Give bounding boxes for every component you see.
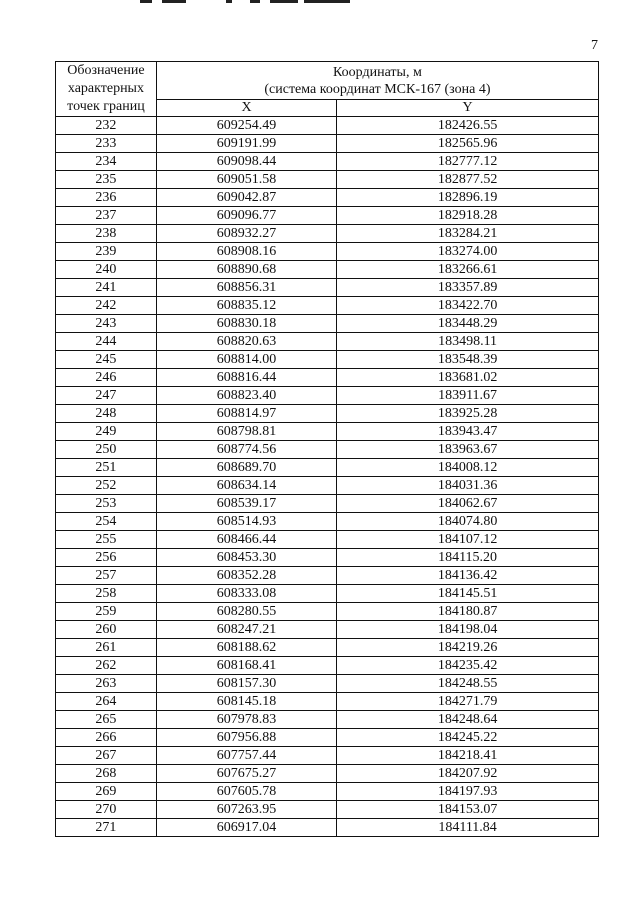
point-number-cell: 244 <box>56 333 157 351</box>
y-coordinate-cell: 183266.61 <box>337 261 599 279</box>
top-scan-artifact <box>140 0 355 4</box>
y-coordinate-cell: 184153.07 <box>337 801 599 819</box>
y-coordinate-cell: 183448.29 <box>337 315 599 333</box>
table-row <box>56 801 599 819</box>
x-coordinate-cell: 609098.44 <box>156 153 336 171</box>
coordinates-table <box>55 61 599 837</box>
x-coordinate-cell: 608932.27 <box>156 225 336 243</box>
table-body <box>56 117 599 837</box>
point-number-cell: 245 <box>56 351 157 369</box>
point-number-cell: 246 <box>56 369 157 387</box>
point-number-cell: 261 <box>56 639 157 657</box>
point-number-cell: 253 <box>56 495 157 513</box>
table-row <box>56 639 599 657</box>
y-coordinate-cell: 184008.12 <box>337 459 599 477</box>
point-number-cell: 262 <box>56 657 157 675</box>
point-number-cell: 250 <box>56 441 157 459</box>
point-number-cell: 254 <box>56 513 157 531</box>
x-coordinate-cell: 608689.70 <box>156 459 336 477</box>
point-number-cell: 256 <box>56 549 157 567</box>
x-coordinate-cell: 608835.12 <box>156 297 336 315</box>
y-coordinate-cell: 183911.67 <box>337 387 599 405</box>
x-coordinate-cell: 608157.30 <box>156 675 336 693</box>
y-coordinate-cell: 183925.28 <box>337 405 599 423</box>
x-coordinate-cell: 608145.18 <box>156 693 336 711</box>
table-row <box>56 369 599 387</box>
table-row <box>56 531 599 549</box>
table-row <box>56 513 599 531</box>
table-row <box>56 675 599 693</box>
point-number-cell: 267 <box>56 747 157 765</box>
y-coordinate-cell: 183548.39 <box>337 351 599 369</box>
y-coordinate-cell: 184235.42 <box>337 657 599 675</box>
x-coordinate-cell: 608466.44 <box>156 531 336 549</box>
table-row <box>56 747 599 765</box>
x-coordinate-cell: 608798.81 <box>156 423 336 441</box>
point-designation-header: Обозначение характерных точек границ <box>56 62 157 117</box>
x-coordinate-cell: 608823.40 <box>156 387 336 405</box>
point-number-cell: 266 <box>56 729 157 747</box>
point-number-cell: 251 <box>56 459 157 477</box>
y-coordinate-cell: 184248.55 <box>337 675 599 693</box>
point-number-cell: 259 <box>56 603 157 621</box>
y-coordinate-cell: 183943.47 <box>337 423 599 441</box>
x-coordinate-cell: 609096.77 <box>156 207 336 225</box>
y-coordinate-cell: 183284.21 <box>337 225 599 243</box>
y-coordinate-cell: 183498.11 <box>337 333 599 351</box>
y-coordinate-cell: 184207.92 <box>337 765 599 783</box>
table-row <box>56 729 599 747</box>
point-number-cell: 237 <box>56 207 157 225</box>
y-column-header: Y <box>337 100 599 117</box>
table-row <box>56 657 599 675</box>
y-coordinate-cell: 182777.12 <box>337 153 599 171</box>
x-coordinate-cell: 607978.83 <box>156 711 336 729</box>
x-coordinate-cell: 607263.95 <box>156 801 336 819</box>
table-row <box>56 405 599 423</box>
point-number-cell: 271 <box>56 819 157 837</box>
point-number-cell: 269 <box>56 783 157 801</box>
x-coordinate-cell: 608856.31 <box>156 279 336 297</box>
table-row <box>56 459 599 477</box>
point-number-cell: 239 <box>56 243 157 261</box>
y-coordinate-cell: 182918.28 <box>337 207 599 225</box>
x-coordinate-cell: 609191.99 <box>156 135 336 153</box>
x-coordinate-cell: 608908.16 <box>156 243 336 261</box>
y-coordinate-cell: 184074.80 <box>337 513 599 531</box>
y-coordinate-cell: 184031.36 <box>337 477 599 495</box>
table-row <box>56 297 599 315</box>
table-row <box>56 549 599 567</box>
x-coordinate-cell: 608820.63 <box>156 333 336 351</box>
table-row <box>56 621 599 639</box>
table-row <box>56 495 599 513</box>
point-number-cell: 260 <box>56 621 157 639</box>
x-coordinate-cell: 608634.14 <box>156 477 336 495</box>
table-row <box>56 225 599 243</box>
table-row <box>56 819 599 837</box>
x-coordinate-cell: 607605.78 <box>156 783 336 801</box>
table-row <box>56 117 599 135</box>
x-coordinate-cell: 608774.56 <box>156 441 336 459</box>
y-coordinate-cell: 183422.70 <box>337 297 599 315</box>
point-number-cell: 248 <box>56 405 157 423</box>
table-row <box>56 333 599 351</box>
x-coordinate-cell: 607675.27 <box>156 765 336 783</box>
point-number-cell: 252 <box>56 477 157 495</box>
coordinates-title: Координаты, м <box>333 64 422 80</box>
x-coordinate-cell: 608890.68 <box>156 261 336 279</box>
x-coordinate-cell: 608539.17 <box>156 495 336 513</box>
point-number-cell: 242 <box>56 297 157 315</box>
point-number-cell: 270 <box>56 801 157 819</box>
x-coordinate-cell: 607956.88 <box>156 729 336 747</box>
y-coordinate-cell: 182426.55 <box>337 117 599 135</box>
y-coordinate-cell: 184248.64 <box>337 711 599 729</box>
point-number-cell: 265 <box>56 711 157 729</box>
table-row <box>56 207 599 225</box>
x-coordinate-cell: 609254.49 <box>156 117 336 135</box>
page-number: 7 <box>591 38 598 53</box>
y-coordinate-cell: 184219.26 <box>337 639 599 657</box>
table-row <box>56 603 599 621</box>
point-number-cell: 238 <box>56 225 157 243</box>
coordinates-group-header <box>156 62 598 100</box>
table-row <box>56 153 599 171</box>
x-coordinate-cell: 608352.28 <box>156 567 336 585</box>
y-coordinate-cell: 184145.51 <box>337 585 599 603</box>
table-row <box>56 585 599 603</box>
y-coordinate-cell: 184062.67 <box>337 495 599 513</box>
table-row <box>56 261 599 279</box>
y-coordinate-cell: 183274.00 <box>337 243 599 261</box>
point-number-cell: 233 <box>56 135 157 153</box>
y-coordinate-cell: 184115.20 <box>337 549 599 567</box>
point-number-cell: 249 <box>56 423 157 441</box>
table-row <box>56 693 599 711</box>
y-coordinate-cell: 184136.42 <box>337 567 599 585</box>
y-coordinate-cell: 184198.04 <box>337 621 599 639</box>
table-row <box>56 711 599 729</box>
x-coordinate-cell: 608514.93 <box>156 513 336 531</box>
y-coordinate-cell: 182877.52 <box>337 171 599 189</box>
x-coordinate-cell: 608188.62 <box>156 639 336 657</box>
y-coordinate-cell: 183357.89 <box>337 279 599 297</box>
table-row <box>56 567 599 585</box>
table-row <box>56 351 599 369</box>
table-header <box>56 62 599 117</box>
y-coordinate-cell: 183681.02 <box>337 369 599 387</box>
x-coordinate-cell: 608333.08 <box>156 585 336 603</box>
point-number-cell: 234 <box>56 153 157 171</box>
x-coordinate-cell: 608247.21 <box>156 621 336 639</box>
table-row <box>56 765 599 783</box>
point-number-cell: 236 <box>56 189 157 207</box>
point-number-cell: 243 <box>56 315 157 333</box>
point-number-cell: 255 <box>56 531 157 549</box>
point-number-cell: 258 <box>56 585 157 603</box>
x-coordinate-cell: 608168.41 <box>156 657 336 675</box>
table-row <box>56 477 599 495</box>
y-coordinate-cell: 184271.79 <box>337 693 599 711</box>
table-row <box>56 315 599 333</box>
point-number-cell: 232 <box>56 117 157 135</box>
x-coordinate-cell: 608816.44 <box>156 369 336 387</box>
x-column-header: X <box>156 100 336 117</box>
table-row <box>56 189 599 207</box>
table-row <box>56 279 599 297</box>
point-number-cell: 241 <box>56 279 157 297</box>
x-coordinate-cell: 608280.55 <box>156 603 336 621</box>
table-row <box>56 423 599 441</box>
x-coordinate-cell: 609051.58 <box>156 171 336 189</box>
point-number-cell: 240 <box>56 261 157 279</box>
y-coordinate-cell: 183963.67 <box>337 441 599 459</box>
coordinate-system-label: (система координат МСК-167 (зона 4) <box>264 81 491 97</box>
x-coordinate-cell: 609042.87 <box>156 189 336 207</box>
point-number-cell: 247 <box>56 387 157 405</box>
x-coordinate-cell: 608814.97 <box>156 405 336 423</box>
x-coordinate-cell: 608830.18 <box>156 315 336 333</box>
point-number-cell: 235 <box>56 171 157 189</box>
x-coordinate-cell: 606917.04 <box>156 819 336 837</box>
y-coordinate-cell: 184111.84 <box>337 819 599 837</box>
table-row <box>56 135 599 153</box>
table-row <box>56 171 599 189</box>
y-coordinate-cell: 184180.87 <box>337 603 599 621</box>
y-coordinate-cell: 184107.12 <box>337 531 599 549</box>
y-coordinate-cell: 184197.93 <box>337 783 599 801</box>
table-row <box>56 243 599 261</box>
x-coordinate-cell: 608814.00 <box>156 351 336 369</box>
point-number-cell: 257 <box>56 567 157 585</box>
point-number-cell: 268 <box>56 765 157 783</box>
x-coordinate-cell: 607757.44 <box>156 747 336 765</box>
table-row <box>56 441 599 459</box>
y-coordinate-cell: 184218.41 <box>337 747 599 765</box>
y-coordinate-cell: 182896.19 <box>337 189 599 207</box>
table-row <box>56 783 599 801</box>
y-coordinate-cell: 184245.22 <box>337 729 599 747</box>
y-coordinate-cell: 182565.96 <box>337 135 599 153</box>
table-row <box>56 387 599 405</box>
point-number-cell: 263 <box>56 675 157 693</box>
x-coordinate-cell: 608453.30 <box>156 549 336 567</box>
point-number-cell: 264 <box>56 693 157 711</box>
